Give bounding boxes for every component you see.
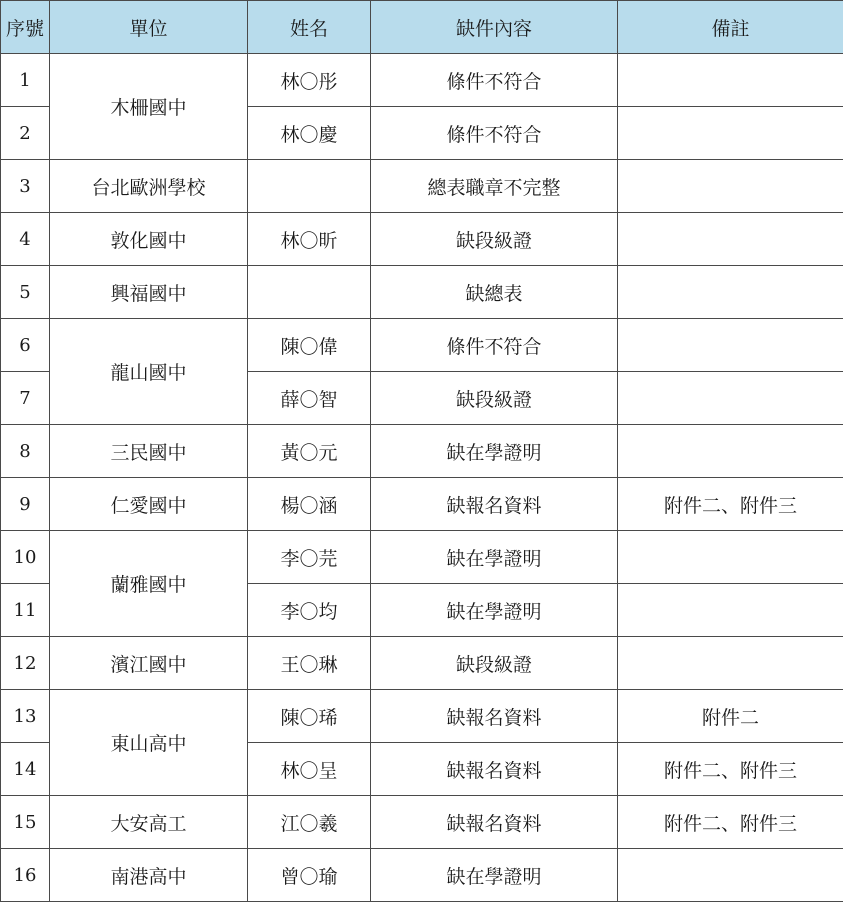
missing-item-cell: 缺報名資料	[371, 743, 618, 796]
header-row	[1, 1, 843, 54]
unit-cell: 蘭雅國中	[50, 531, 248, 637]
name-cell: 李〇芫	[248, 531, 371, 584]
row-number-cell: 1	[1, 54, 50, 107]
unit-cell: 台北歐洲學校	[50, 160, 248, 213]
note-cell	[618, 213, 843, 266]
missing-item-cell: 缺報名資料	[371, 796, 618, 849]
missing-item-cell: 缺段級證	[371, 213, 618, 266]
table-row	[1, 425, 843, 478]
missing-item-cell: 條件不符合	[371, 54, 618, 107]
row-number-cell: 4	[1, 213, 50, 266]
note-cell: 附件二、附件三	[618, 478, 843, 531]
name-cell: 林〇彤	[248, 54, 371, 107]
row-number-cell: 14	[1, 743, 50, 796]
unit-cell: 龍山國中	[50, 319, 248, 425]
note-cell	[618, 160, 843, 213]
name-cell	[248, 266, 371, 319]
row-number-cell: 13	[1, 690, 50, 743]
name-cell: 曾〇瑜	[248, 849, 371, 902]
name-cell: 陳〇偉	[248, 319, 371, 372]
name-cell: 黃〇元	[248, 425, 371, 478]
row-number-cell: 11	[1, 584, 50, 637]
note-cell	[618, 531, 843, 584]
note-cell	[618, 107, 843, 160]
note-cell: 附件二、附件三	[618, 796, 843, 849]
row-number-cell: 9	[1, 478, 50, 531]
note-cell: 附件二、附件三	[618, 743, 843, 796]
note-cell	[618, 849, 843, 902]
missing-item-cell: 條件不符合	[371, 107, 618, 160]
table-body	[1, 54, 843, 902]
unit-cell: 三民國中	[50, 425, 248, 478]
name-cell: 林〇昕	[248, 213, 371, 266]
note-cell	[618, 319, 843, 372]
unit-cell: 濱江國中	[50, 637, 248, 690]
table-row	[1, 849, 843, 902]
row-number-cell: 12	[1, 637, 50, 690]
header-unit: 單位	[50, 1, 248, 54]
missing-item-cell: 缺報名資料	[371, 478, 618, 531]
row-number-cell: 2	[1, 107, 50, 160]
unit-cell: 興福國中	[50, 266, 248, 319]
name-cell: 李〇均	[248, 584, 371, 637]
row-number-cell: 8	[1, 425, 50, 478]
note-cell	[618, 372, 843, 425]
unit-cell: 敦化國中	[50, 213, 248, 266]
table-row	[1, 531, 843, 584]
name-cell: 王〇琳	[248, 637, 371, 690]
name-cell: 薛〇智	[248, 372, 371, 425]
table-row	[1, 319, 843, 372]
table-row	[1, 796, 843, 849]
name-cell: 林〇慶	[248, 107, 371, 160]
unit-cell: 南港高中	[50, 849, 248, 902]
missing-item-cell: 缺在學證明	[371, 849, 618, 902]
name-cell: 陳〇琋	[248, 690, 371, 743]
unit-cell: 大安高工	[50, 796, 248, 849]
missing-item-cell: 條件不符合	[371, 319, 618, 372]
name-cell: 江〇羲	[248, 796, 371, 849]
name-cell	[248, 160, 371, 213]
note-cell	[618, 425, 843, 478]
missing-item-cell: 缺段級證	[371, 637, 618, 690]
row-number-cell: 3	[1, 160, 50, 213]
table-row	[1, 160, 843, 213]
note-cell: 附件二	[618, 690, 843, 743]
missing-item-cell: 缺在學證明	[371, 425, 618, 478]
note-cell	[618, 584, 843, 637]
missing-item-cell: 總表職章不完整	[371, 160, 618, 213]
note-cell	[618, 54, 843, 107]
row-number-cell: 5	[1, 266, 50, 319]
table-header	[1, 1, 843, 54]
header-note: 備註	[618, 1, 843, 54]
table-row	[1, 690, 843, 743]
header-num: 序號	[1, 1, 50, 54]
unit-cell: 東山高中	[50, 690, 248, 796]
row-number-cell: 10	[1, 531, 50, 584]
unit-cell: 木柵國中	[50, 54, 248, 160]
row-number-cell: 16	[1, 849, 50, 902]
missing-item-cell: 缺總表	[371, 266, 618, 319]
table-row	[1, 54, 843, 107]
row-number-cell: 15	[1, 796, 50, 849]
row-number-cell: 6	[1, 319, 50, 372]
missing-item-cell: 缺在學證明	[371, 584, 618, 637]
table-row	[1, 478, 843, 531]
name-cell: 楊〇涵	[248, 478, 371, 531]
unit-cell: 仁愛國中	[50, 478, 248, 531]
table-row	[1, 266, 843, 319]
table-row	[1, 637, 843, 690]
header-missing: 缺件內容	[371, 1, 618, 54]
missing-item-cell: 缺段級證	[371, 372, 618, 425]
row-number-cell: 7	[1, 372, 50, 425]
note-cell	[618, 266, 843, 319]
header-name: 姓名	[248, 1, 371, 54]
note-cell	[618, 637, 843, 690]
missing-item-cell: 缺報名資料	[371, 690, 618, 743]
name-cell: 林〇呈	[248, 743, 371, 796]
table-row	[1, 213, 843, 266]
missing-item-cell: 缺在學證明	[371, 531, 618, 584]
